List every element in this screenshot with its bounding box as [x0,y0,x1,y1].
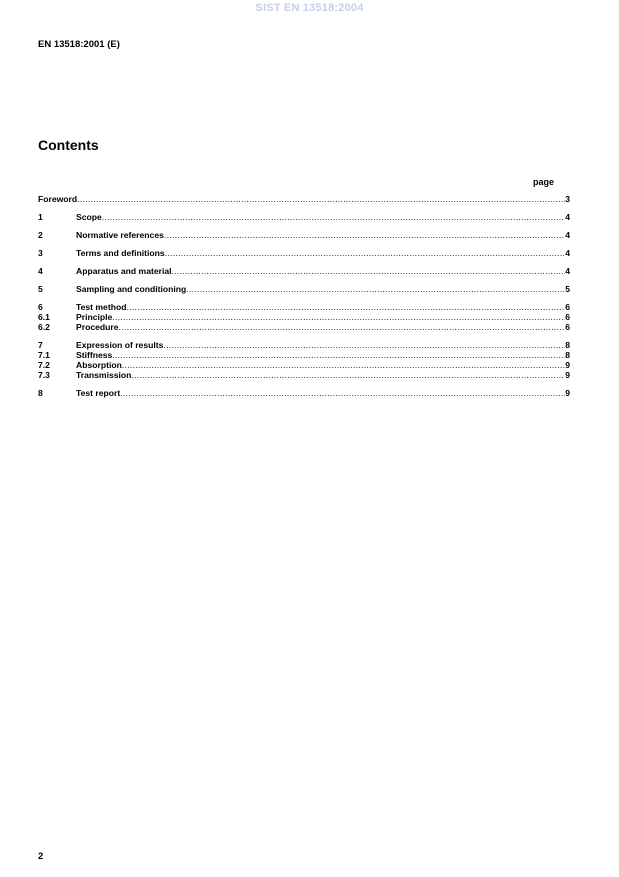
toc-entry-page: 4 [565,266,570,276]
toc-entry-number: 3 [38,248,43,258]
toc-entry-title: Apparatus and material [76,266,172,276]
toc-entry-title: Procedure [76,322,119,332]
toc-entry-scope[interactable] [38,212,570,222]
toc-entry-page: 6 [565,322,570,332]
toc-entry-page: 4 [565,212,570,222]
toc-entry-foreword[interactable] [38,194,570,204]
toc-entry-title: Absorption [76,360,122,370]
toc-entry-title: Expression of results [76,340,164,350]
toc-dot-leader [119,322,566,332]
toc-dot-leader [131,370,565,380]
toc-entry-title: Stiffness [76,350,113,360]
toc-entry-page: 9 [565,360,570,370]
toc-entry-page: 9 [565,388,570,398]
toc-entry-number: 8 [38,388,43,398]
toc-entry-number: 6 [38,302,43,312]
toc-entry-apparatus-and-material[interactable] [38,266,570,276]
toc-dot-leader [77,194,565,204]
toc-dot-leader [165,248,566,258]
toc-dot-leader [102,212,565,222]
toc-entry-number: 5 [38,284,43,294]
contents-title: Contents [38,137,99,153]
toc-dot-leader [112,312,565,322]
toc-entry-test-method[interactable] [38,302,570,312]
toc-entry-title: Scope [76,212,102,222]
toc-entry-page: 3 [565,194,570,204]
toc-entry-test-report[interactable] [38,388,570,398]
toc-entry-page: 8 [565,340,570,350]
toc-entry-number: 4 [38,266,43,276]
toc-entry-page: 8 [565,350,570,360]
table-of-contents [38,194,570,398]
toc-entry-page: 4 [565,230,570,240]
toc-entry-sampling-and-conditioning[interactable] [38,284,570,294]
toc-entry-terms-and-definitions[interactable] [38,248,570,258]
toc-entry-number: 6.2 [38,322,50,332]
toc-entry-page: 6 [565,312,570,322]
toc-entry-title: Test report [76,388,121,398]
toc-dot-leader [186,284,565,294]
toc-entry-absorption[interactable] [38,360,570,370]
toc-entry-number: 7 [38,340,43,350]
toc-entry-expression-of-results[interactable] [38,340,570,350]
toc-entry-page: 9 [565,370,570,380]
toc-dot-leader [120,388,565,398]
toc-entry-page: 5 [565,284,570,294]
toc-entry-title: Test method [76,302,127,312]
toc-entry-number: 7.2 [38,360,50,370]
toc-dot-leader [112,350,565,360]
toc-entry-number: 2 [38,230,43,240]
toc-dot-leader [163,340,565,350]
document-id-header: EN 13518:2001 (E) [38,39,120,50]
toc-dot-leader [164,230,565,240]
toc-entry-normative-references[interactable] [38,230,570,240]
toc-entry-number: 1 [38,212,43,222]
toc-entry-title: Transmission [76,370,132,380]
toc-entry-stiffness[interactable] [38,350,570,360]
toc-entry-page: 4 [565,248,570,258]
toc-entry-title: Normative references [76,230,164,240]
toc-dot-leader [126,302,565,312]
toc-entry-principle[interactable] [38,312,570,322]
toc-entry-title: Sampling and conditioning [76,284,187,294]
toc-dot-leader [172,266,566,276]
footer-page-number: 2 [38,851,44,862]
toc-entry-transmission[interactable] [38,370,570,380]
toc-entry-number: 7.3 [38,370,50,380]
toc-entry-number: 6.1 [38,312,50,322]
toc-entry-procedure[interactable] [38,322,570,332]
toc-entry-title: Principle [76,312,113,322]
watermark: SIST EN 13518:2004 [255,2,364,14]
toc-entry-page: 6 [565,302,570,312]
toc-entry-title: Terms and definitions [76,248,165,258]
toc-entry-number: 7.1 [38,350,50,360]
toc-dot-leader [122,360,565,370]
toc-entry-title: Foreword [38,194,78,204]
page-column-label: page [533,177,555,187]
